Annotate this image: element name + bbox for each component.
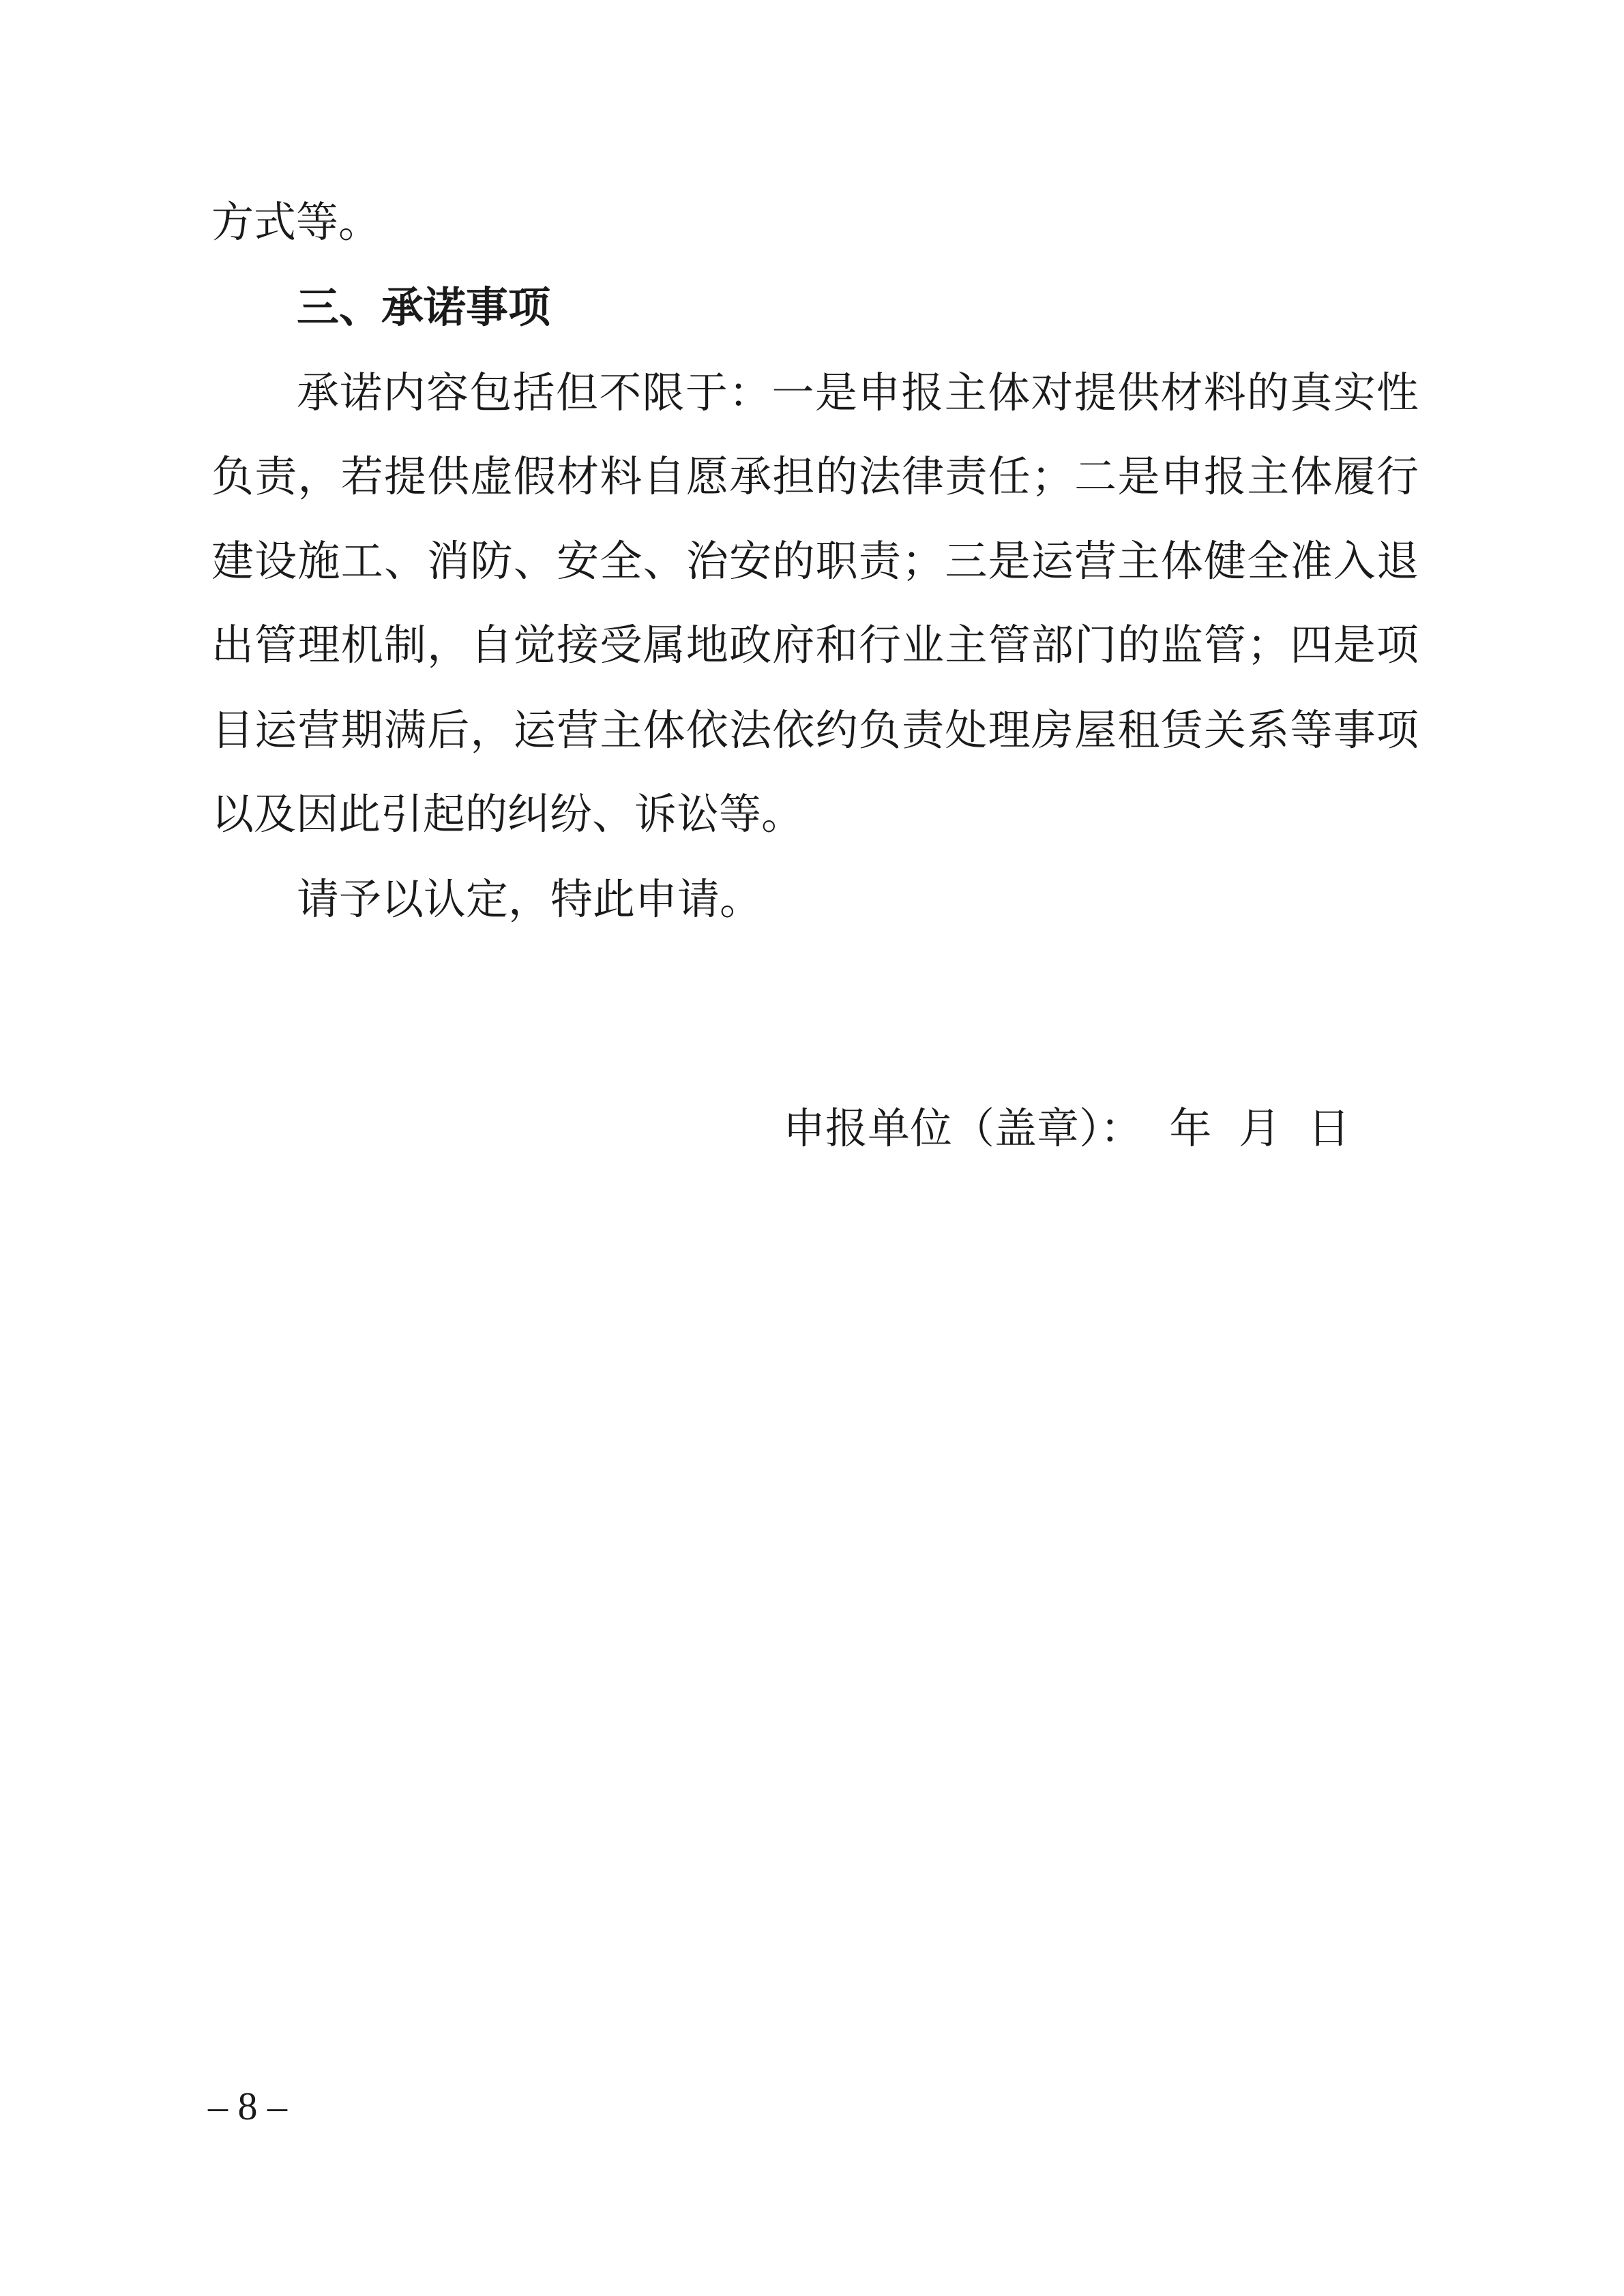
page-number: – 8 – <box>208 2084 287 2128</box>
paragraph-continuation: 方式等。 <box>211 197 381 247</box>
paragraph-line: 承诺内容包括但不限于：一是申报主体对提供材料的真实性 <box>297 368 1419 417</box>
section-heading: 三、承诺事项 <box>297 282 551 332</box>
signature-line: 申报单位（盖章）： 年 月 日 <box>783 1103 1350 1153</box>
paragraph-line: 建设施工、消防、安全、治安的职责；三是运营主体健全准入退 <box>211 536 1419 586</box>
paragraph-line: 负责，若提供虚假材料自愿承担的法律责任；二是申报主体履行 <box>211 451 1419 501</box>
closing-request: 请予以认定，特此申请。 <box>297 874 763 924</box>
paragraph-line: 以及因此引起的纠纷、诉讼等。 <box>211 789 804 839</box>
paragraph-line: 出管理机制，自觉接受属地政府和行业主管部门的监管；四是项 <box>211 620 1419 670</box>
paragraph-line: 目运营期满后，运营主体依法依约负责处理房屋租赁关系等事项 <box>211 705 1419 755</box>
